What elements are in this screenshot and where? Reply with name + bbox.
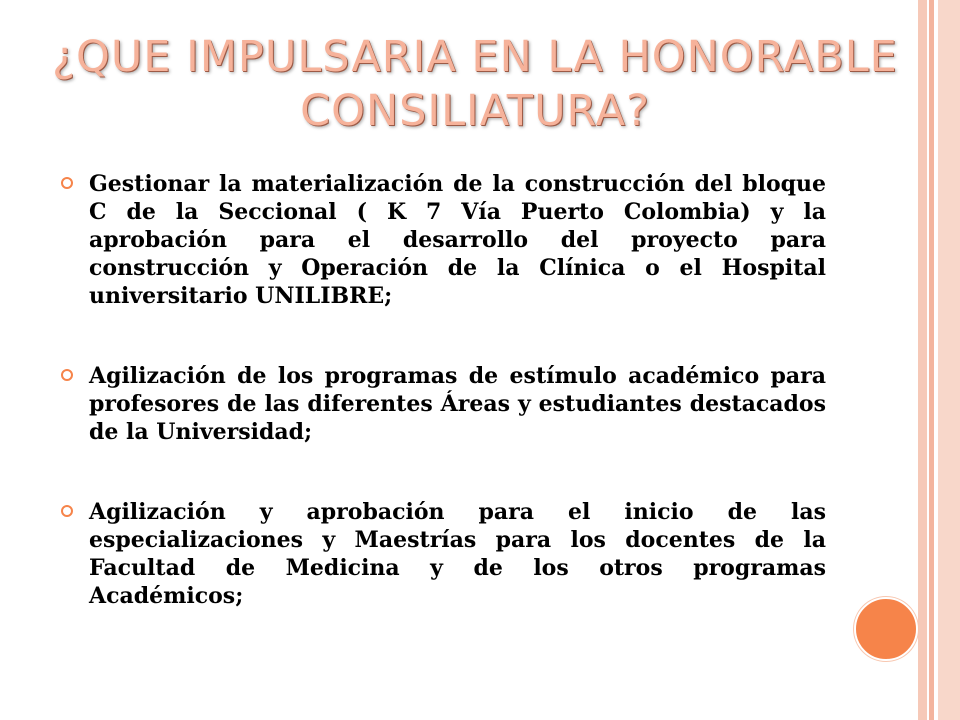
ring-bullet-icon	[60, 365, 74, 385]
decorative-stripe	[918, 0, 927, 720]
bullet-item	[60, 362, 826, 446]
bullet-item	[60, 170, 826, 310]
bullet-item	[60, 498, 826, 610]
bullet-text: Agilización de los programas de estímulo académico para profesores de las diferentes Áreas y estudiantes destacados de la Universidad;	[89, 363, 826, 445]
bullet-text: Agilización y aprobación para el inicio de las especializaciones y Maestrías para los docentes de la Facultad de Medicina y de los otros programas Académicos;	[89, 499, 826, 609]
ring-bullet-icon	[60, 173, 74, 193]
bullet-list	[60, 170, 826, 610]
title-line-1: ¿QUE IMPULSARIA EN LA HONORABLE	[52, 32, 898, 82]
bullet-text: Gestionar la materialización de la construcción del bloque C de la Seccional ( K 7 Vía Puerto Colombia) y la aprobación para el desarrollo del proyecto para construcción y Operación de la Clínica o el Hospital universitario UNILIBRE;	[89, 171, 826, 309]
ring-bullet-icon	[60, 501, 74, 521]
slide-title	[40, 30, 910, 138]
decorative-stripe	[938, 0, 960, 720]
title-line-2: CONSILIATURA?	[300, 86, 650, 136]
decorative-circle	[854, 597, 918, 661]
